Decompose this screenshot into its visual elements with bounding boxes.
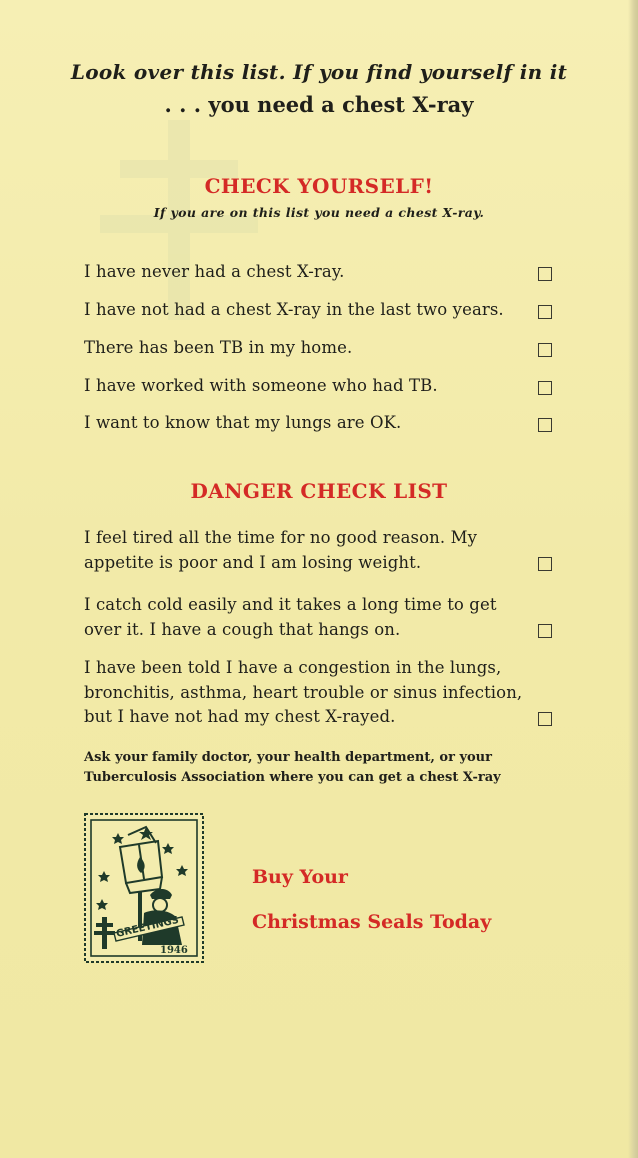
danger-item-3-checkbox[interactable] bbox=[538, 712, 552, 726]
header-line-2: . . . you need a chest X-ray bbox=[164, 92, 474, 117]
seal-year-text: 1946 bbox=[160, 945, 188, 956]
check-item-2-checkbox[interactable] bbox=[538, 305, 552, 319]
check-item-1: I have never had a chest X-ray. bbox=[84, 262, 345, 281]
promo-line-1: Buy Your bbox=[252, 866, 348, 888]
check-item-5: I want to know that my lungs are OK. bbox=[84, 413, 402, 432]
check-yourself-title: CHECK YOURSELF! bbox=[204, 174, 434, 198]
check-item-5-checkbox[interactable] bbox=[538, 418, 552, 432]
footer-note: Ask your family doctor, your health department, or your Tuberculosis Association where you can get a chest X-ray bbox=[84, 750, 501, 785]
danger-item-2: I catch cold easily and it takes a long time to get over it. I have a cough that hangs on. bbox=[84, 595, 497, 639]
header-line-1: Look over this list. If you find yourself in it bbox=[70, 60, 568, 84]
danger-item-3: I have been told I have a congestion in the lungs, bronchitis, asthma, heart trouble or sinus infection, but I have not had my chest X-rayed. bbox=[84, 658, 523, 726]
danger-check-list-title: DANGER CHECK LIST bbox=[190, 479, 448, 503]
check-item-4: I have worked with someone who had TB. bbox=[84, 376, 438, 395]
christmas-seal-illustration bbox=[84, 813, 204, 963]
danger-item-2-checkbox[interactable] bbox=[538, 624, 552, 638]
promo-line-2: Christmas Seals Today bbox=[252, 911, 492, 933]
danger-item-1-checkbox[interactable] bbox=[538, 557, 552, 571]
faint-background-cross bbox=[90, 120, 270, 320]
check-item-3-checkbox[interactable] bbox=[538, 343, 552, 357]
check-yourself-subtitle: If you are on this list you need a chest X-ray. bbox=[153, 205, 485, 220]
check-item-1-checkbox[interactable] bbox=[538, 267, 552, 281]
christmas-seal-stamp bbox=[84, 813, 204, 963]
danger-item-1: I feel tired all the time for no good reason. My appetite is poor and I am losing weight. bbox=[84, 528, 477, 572]
check-item-2: I have not had a chest X-ray in the last two years. bbox=[84, 300, 504, 319]
check-item-4-checkbox[interactable] bbox=[538, 381, 552, 395]
seal-greeting-text: GREETINGS bbox=[115, 914, 180, 940]
check-item-3: There has been TB in my home. bbox=[84, 338, 353, 357]
